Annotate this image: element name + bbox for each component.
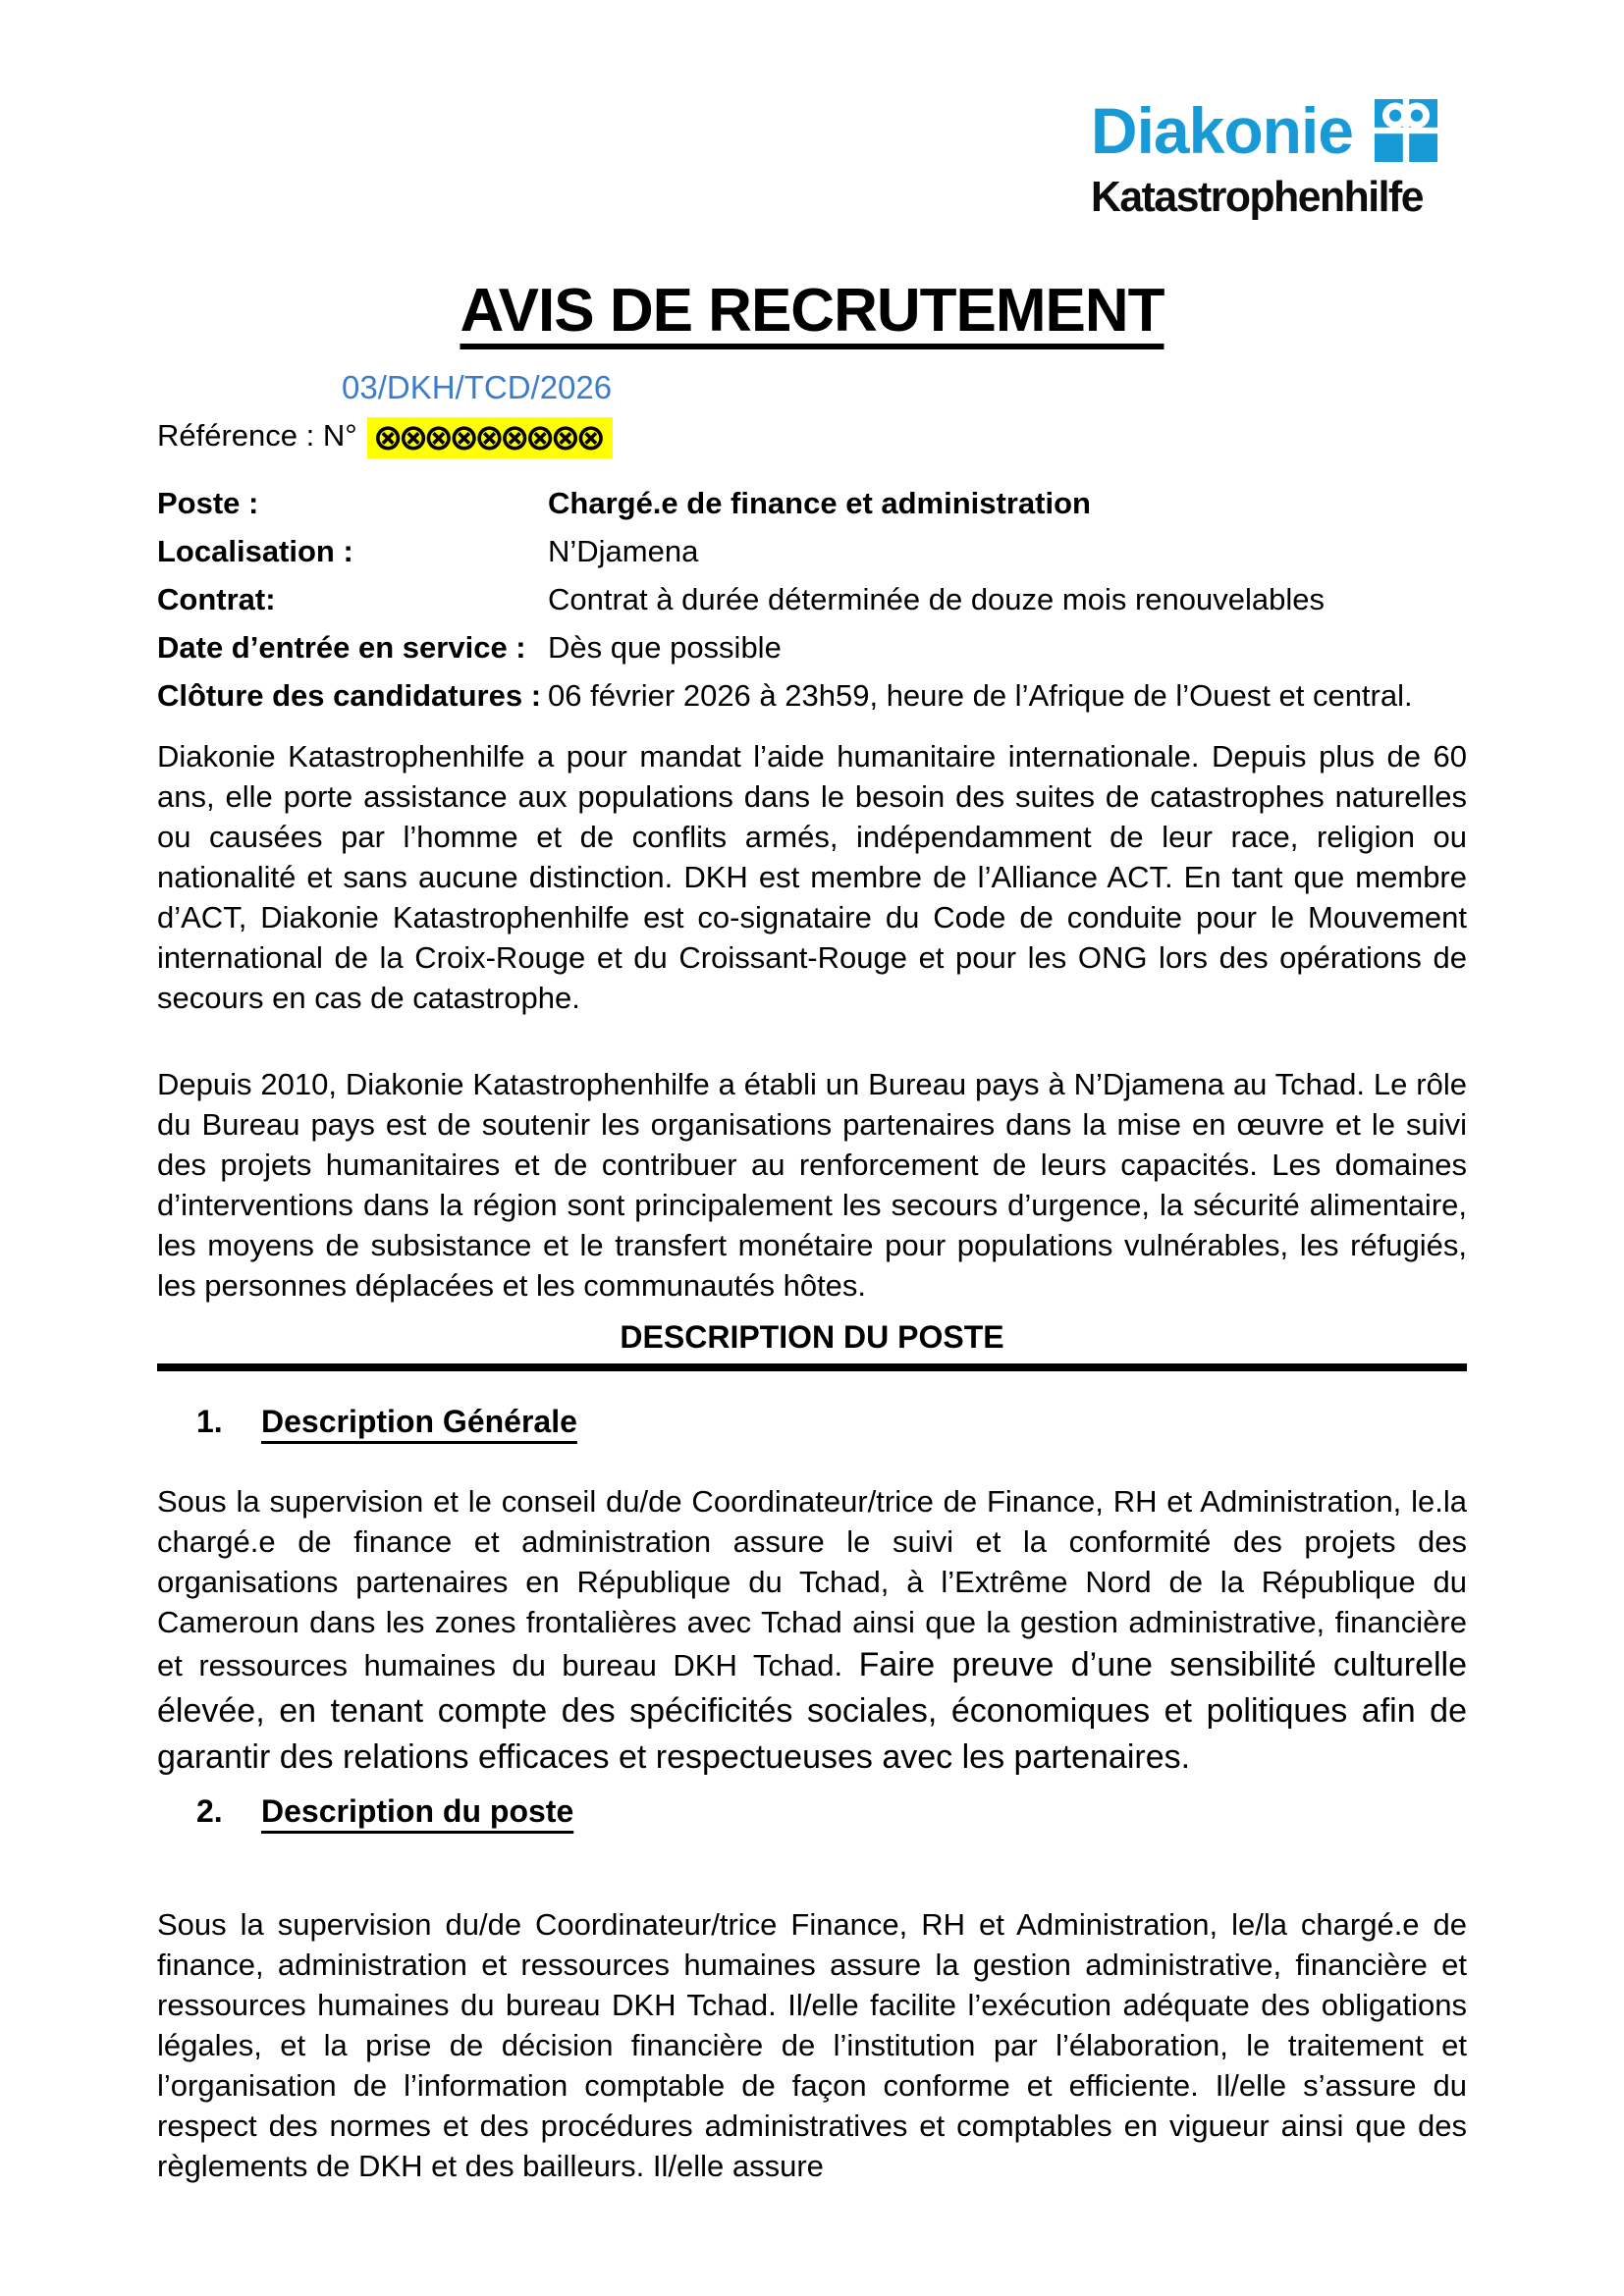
detail-value: N’Djamena: [548, 534, 699, 568]
reference-inserted-number: 03/DKH/TCD/2026: [342, 369, 613, 405]
section-heading-description-du-poste: DESCRIPTION DU POSTE: [157, 1319, 1467, 1371]
detail-row-poste: [157, 486, 1467, 534]
detail-label: Localisation :: [157, 534, 353, 568]
item-heading-description-generale: [157, 1403, 1467, 1440]
intro-paragraph-2: Depuis 2010, Diakonie Katastrophenhilfe a établi un Bureau pays à N’Djamena au Tchad. Le rôle du Bureau pays est de soutenir les organisations partenaires dans la mise en œuvre et le suivi des projets humanitaires et de contribuer au renforcement de leurs capacités. Les domaines d’interventions dans la région sont principalement les secours d’urgence, la sécurité alimentaire, les moyens de subsistance et le transfert monétaire pour populations vulnérables, les réfugiés, les personnes déplacées et les communautés hôtes.: [157, 1067, 1467, 1303]
reference-redacted-highlight: ⊗⊗⊗⊗⊗⊗⊗⊗⊗: [367, 417, 613, 458]
detail-row-localisation: [157, 534, 1467, 582]
detail-label: Poste :: [157, 486, 259, 520]
diakonie-crown-cross-icon: [1375, 99, 1437, 162]
intro-paragraph-1: Diakonie Katastrophenhilfe a pour mandat l’aide humanitaire internationale. Depuis plus de 60 ans, elle porte assistance aux populations dans le besoin des suites de catastrophes naturelles ou causées par l’homme et de conflits armés, indépendamment de leur race, religion ou nationalité et sans aucune distinction. DKH est membre de l’Alliance ACT. En tant que membre d’ACT, Diakonie Katastrophenhilfe est co-signataire du Code de conduite pour le Mouvement international de la Croix-Rouge et du Croissant-Rouge et pour les ONG lors des opérations de secours en cas de catastrophe.: [157, 739, 1467, 1015]
item-heading-description-du-poste: [157, 1792, 1467, 1830]
detail-label: Clôture des candidatures :: [157, 678, 542, 713]
item-title: Description Générale: [261, 1404, 577, 1439]
logo-subtitle: Katastrophenhilfe: [1090, 173, 1423, 221]
detail-label: Date d’entrée en service :: [157, 630, 526, 665]
item-title: Description du poste: [261, 1793, 574, 1829]
title-wrap: [157, 278, 1467, 345]
reference-line: [157, 413, 1467, 458]
description-generale-emphasis: Faire preuve d’une sensibilité culturelle élevée, en tenant compte des spécificités sociales, économiques et politiques afin de garantir des relations efficaces et respectueuses avec les partenaires.: [157, 1646, 1467, 1776]
detail-label: Contrat:: [157, 582, 276, 616]
detail-value: 06 février 2026 à 23h59, heure de l’Afrique de l’Ouest et central.: [548, 678, 1413, 713]
item-number: 2.: [196, 1793, 223, 1829]
description-generale-main: Sous la supervision et le conseil du/de Coordinateur/trice de Finance, RH et Administration, le.la chargé.e de finance et administration assure le suivi et la conformité des projets des organisations partenaires en République du Tchad, à l’Extrême Nord de la République du Cameroun dans les zones frontalières avec Tchad ainsi que la gestion administrative, financière et ressources humaines du bureau DKH Tchad.: [157, 1484, 1467, 1682]
diakonie-logo: [1090, 94, 1437, 221]
logo-row: [1090, 94, 1437, 167]
detail-row-date-entree: [157, 630, 1467, 678]
detail-value: Chargé.e de finance et administration: [548, 486, 1091, 520]
detail-value: Contrat à durée déterminée de douze mois renouvelables: [548, 582, 1325, 616]
detail-row-cloture: [157, 678, 1467, 726]
detail-row-contrat: [157, 582, 1467, 630]
detail-value: Dès que possible: [548, 630, 782, 665]
logo-wordmark: Diakonie: [1090, 94, 1353, 167]
item-number: 1.: [196, 1404, 223, 1439]
job-details: [157, 486, 1467, 726]
description-generale-paragraph: [157, 1481, 1467, 1781]
description-du-poste-paragraph: Sous la supervision du/de Coordinateur/trice Finance, RH et Administration, le/la chargé.e de finance, administration et ressources humaines assure la gestion administrative, financière et ressources humaines du bureau DKH Tchad. Il/elle facilite l’exécution adéquate des obligations légales, et la prise de décision financière de l’institution par l’élaboration, le traitement et l’organisation de l’information comptable de façon conforme et efficiente. Il/elle s’assure du respect des normes et des procédures administratives et comptables en vigueur ainsi que des règlements de DKH et des bailleurs. Il/elle assure: [157, 1907, 1467, 2183]
reference-label: Référence : N°: [157, 418, 357, 453]
page-title: AVIS DE RECRUTEMENT: [460, 277, 1164, 345]
